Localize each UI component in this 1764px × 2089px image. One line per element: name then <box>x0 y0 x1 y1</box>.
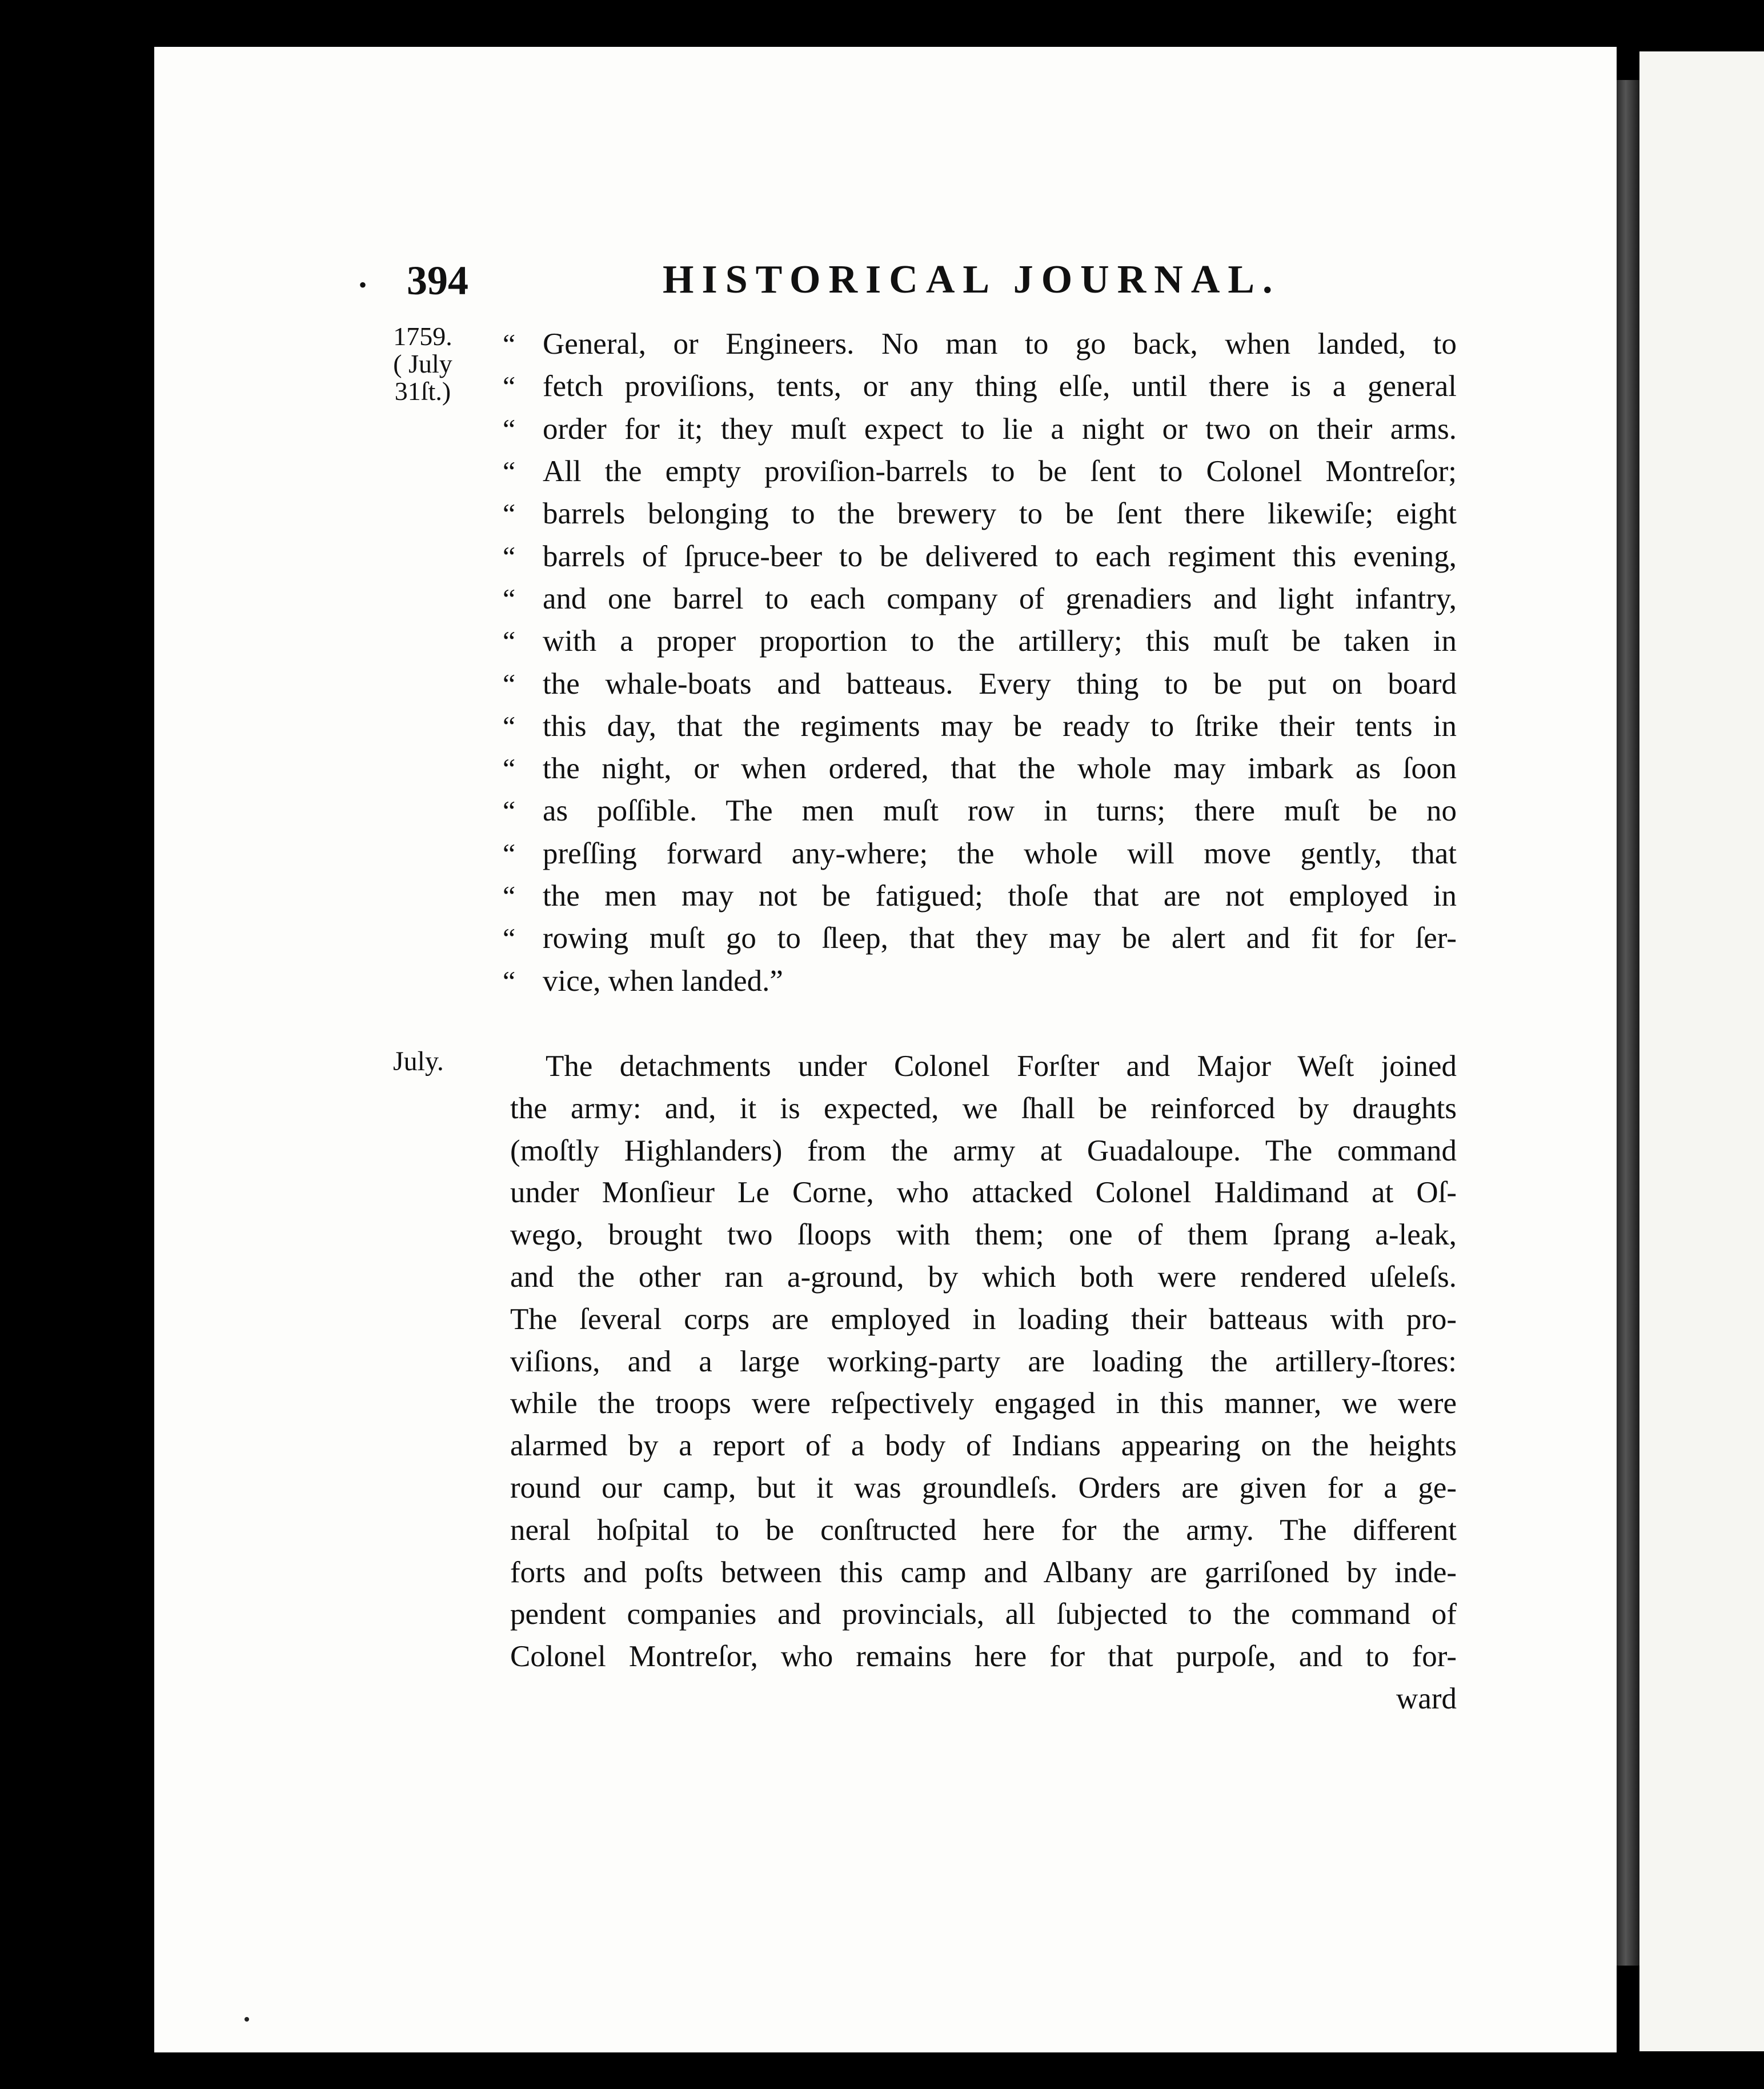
quote-mark: “ <box>503 625 516 658</box>
margin-month-note: July. <box>393 1046 444 1076</box>
quote-mark: “ <box>503 710 516 742</box>
text-line: under Monſieur Le Corne, who attacked Colonel Haldimand at Oſ- <box>510 1176 1457 1210</box>
quote-mark: “ <box>503 753 516 785</box>
text-line: the army: and, it is expected, we ſhall be reinforced by draughts <box>510 1091 1457 1125</box>
running-head <box>0 257 1764 309</box>
quote-line: “ the whale-boats and batteaus. Every thing to be put on board <box>503 667 1457 701</box>
quote-mark: “ <box>503 667 516 700</box>
ink-speck <box>244 2017 249 2022</box>
quote-line: “ this day, that the regiments may be ready to ſtrike their tents in <box>503 709 1457 743</box>
quote-line: “ as poſſible. The men muſt row in turns; there muſt be no <box>503 794 1457 828</box>
quote-mark: “ <box>503 922 516 955</box>
text-line: viſions, and a large working-party are loading the artillery-ſtores: <box>510 1344 1457 1378</box>
quote-mark: “ <box>503 370 516 403</box>
text-line: and the other ran a-ground, by which both were rendered uſeleſs. <box>510 1260 1457 1294</box>
quote-line: “ barrels of ſpruce-beer to be delivered to each regiment this evening, <box>503 539 1457 573</box>
margin-day-close: 31ſt.) <box>394 377 451 406</box>
text-line: The detachments under Colonel Forſter and Major Weſt joined <box>546 1050 1457 1083</box>
quote-line: “ rowing muſt go to ſleep, that they may be alert and fit for ſer- <box>503 922 1457 955</box>
quote-mark: “ <box>503 413 516 445</box>
catchword: ward <box>1396 1682 1457 1715</box>
quote-mark: “ <box>503 540 516 573</box>
quote-mark: “ <box>503 965 516 997</box>
quote-mark: “ <box>503 498 516 530</box>
quote-mark: “ <box>503 582 516 615</box>
running-title: HISTORICAL JOURNAL. <box>663 258 1281 302</box>
quote-line: “ the men may not be fatigued; thoſe that are not employed in <box>503 879 1457 913</box>
quote-line: “ preſſing forward any-where; the whole will move gently, that <box>503 837 1457 870</box>
margin-year: 1759. <box>393 322 452 351</box>
text-line: (moſtly Highlanders) from the army at Guadaloupe. The command <box>510 1134 1457 1167</box>
quote-mark: “ <box>503 837 516 870</box>
quote-mark: “ <box>503 795 516 827</box>
quote-line: “ the night, or when ordered, that the whole may imbark as ſoon <box>503 752 1457 786</box>
quote-line: “ General, or Engineers. No man to go back, when landed, to <box>503 327 1457 361</box>
book-spine <box>1617 80 1639 1966</box>
quote-mark: “ <box>503 328 516 361</box>
quote-line: “ and one barrel to each company of grenadiers and light infantry, <box>503 582 1457 615</box>
text-line: forts and poſts between this camp and Albany are garriſoned by inde- <box>510 1555 1457 1589</box>
quote-mark: “ <box>503 455 516 488</box>
text-line: alarmed by a report of a body of Indians appearing on the heights <box>510 1429 1457 1463</box>
text-line: neral hoſpital to be conſtructed here for the army. The different <box>510 1513 1457 1547</box>
quote-line: “ All the empty proviſion-barrels to be ſent to Colonel Montreſor; <box>503 455 1457 489</box>
quote-line: “ barrels belonging to the brewery to be ſent there likewiſe; eight <box>503 497 1457 531</box>
text-line: while the troops were reſpectively engaged in this manner, we were <box>510 1387 1457 1420</box>
quote-line: “ order for it; they muſt expect to lie a night or two on their arms. <box>503 412 1457 446</box>
quote-line: “ with a proper proportion to the artillery; this muſt be taken in <box>503 625 1457 658</box>
quoted-orders <box>503 323 1457 1002</box>
page-number: 394 <box>407 258 468 303</box>
facing-page-edge <box>1639 51 1764 2051</box>
quote-mark: “ <box>503 880 516 912</box>
margin-day-open: ( July <box>393 349 452 378</box>
margin-date-note <box>377 323 468 405</box>
text-line: The ſeveral corps are employed in loading their batteaus with pro- <box>510 1302 1457 1336</box>
printer-mark: • <box>359 272 367 298</box>
text-line: round our camp, but it was groundleſs. Orders are given for a ge- <box>510 1471 1457 1504</box>
quote-line: “ fetch proviſions, tents, or any thing elſe, until there is a general <box>503 370 1457 403</box>
journal-paragraph <box>510 1046 1457 1720</box>
text-line: wego, brought two ſloops with them; one of them ſprang a-leak, <box>510 1218 1457 1252</box>
text-line: Colonel Montreſor, who remains here for that purpoſe, and to for- <box>510 1640 1457 1674</box>
quote-line: “ vice, when landed.” <box>503 964 783 998</box>
text-line: pendent companies and provincials, all ſubjected to the command of <box>510 1598 1457 1631</box>
